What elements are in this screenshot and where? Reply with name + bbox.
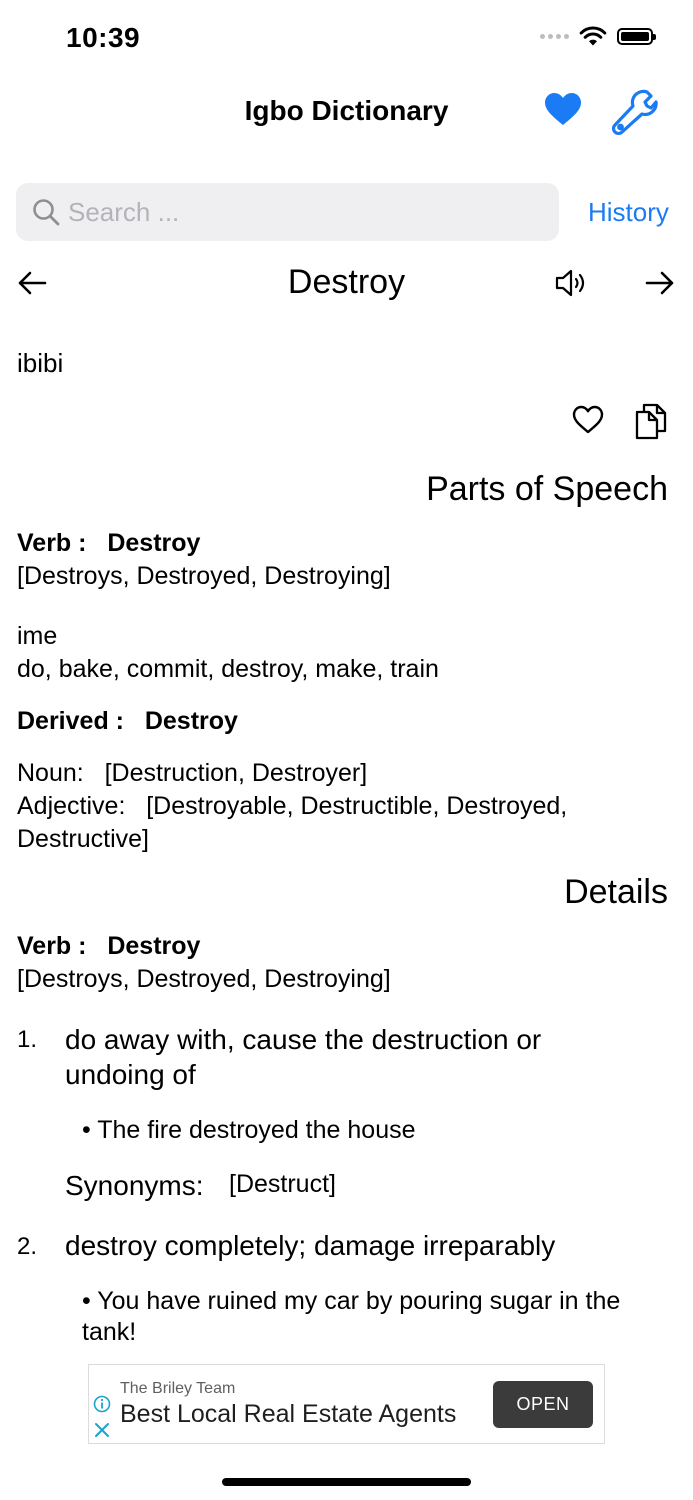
synonyms-value[interactable]: [Destruct]	[229, 1170, 336, 1198]
igbo-meanings: do, bake, commit, destroy, make, train	[17, 655, 439, 683]
pos-verb-forms: [Destroys, Destroyed, Destroying]	[17, 562, 391, 590]
details-heading: Details	[564, 873, 668, 911]
entry-word: Destroy	[287, 263, 406, 301]
info-icon[interactable]	[93, 1395, 111, 1413]
noun-line	[17, 757, 367, 790]
ad-open-button[interactable]: OPEN	[493, 1381, 593, 1428]
adjective-forms-cont: Destructive]	[17, 825, 149, 853]
history-button[interactable]: History	[588, 197, 669, 227]
app-title: Igbo Dictionary	[244, 95, 449, 126]
sense-example: • You have ruined my car by pouring sugar in the tank!	[82, 1287, 621, 1346]
arrow-right-icon[interactable]	[644, 268, 676, 298]
sense-example: • The fire destroyed the house	[82, 1116, 416, 1144]
details-verb-line	[17, 930, 200, 963]
wifi-icon	[579, 26, 607, 47]
search-bar[interactable]	[16, 183, 559, 241]
copy-icon[interactable]	[634, 402, 668, 440]
adjective-forms: [Destroyable, Destructible, Destroyed,	[146, 792, 568, 820]
translation-text: ibibi	[17, 348, 64, 378]
battery-icon	[617, 28, 653, 45]
home-indicator[interactable]	[222, 1478, 471, 1486]
status-time: 10:39	[66, 22, 141, 53]
sense-number: 1.	[17, 1026, 38, 1053]
parts-of-speech-heading: Parts of Speech	[426, 470, 668, 508]
igbo-word: ime	[17, 622, 58, 650]
heart-outline-icon[interactable]	[572, 404, 604, 436]
cellular-signal-icon	[540, 34, 569, 39]
status-icons	[540, 26, 653, 47]
details-verb-word: Destroy	[107, 932, 201, 960]
sense-definition: do away with, cause the destruction or undoing of	[65, 1024, 542, 1090]
derived-line	[17, 705, 238, 738]
heart-filled-icon[interactable]	[543, 90, 583, 130]
speaker-icon[interactable]	[554, 266, 590, 300]
adjective-line	[17, 790, 567, 823]
ad-headline[interactable]: Best Local Real Estate Agents	[120, 1400, 457, 1428]
synonyms-label: Synonyms:	[65, 1170, 204, 1201]
close-icon[interactable]	[93, 1421, 111, 1439]
sense-definition: destroy completely; damage irreparably	[65, 1230, 556, 1261]
search-icon	[32, 198, 60, 226]
noun-forms: [Destruction, Destroyer]	[104, 759, 368, 787]
ad-advertiser: The Briley Team	[120, 1380, 236, 1397]
details-verb-forms: [Destroys, Destroyed, Destroying]	[17, 965, 391, 993]
pos-verb-line	[17, 527, 200, 560]
details-verb-label: Verb :	[17, 932, 87, 960]
derived-label: Derived :	[17, 707, 124, 735]
noun-label: Noun:	[17, 759, 84, 787]
derived-word: Destroy	[144, 707, 238, 735]
pos-verb-label: Verb :	[17, 529, 87, 557]
ad-banner[interactable]	[88, 1364, 605, 1444]
pos-verb-word: Destroy	[107, 529, 201, 557]
adjective-label: Adjective:	[17, 792, 126, 820]
wrench-icon[interactable]	[611, 88, 659, 136]
search-input[interactable]	[68, 183, 538, 241]
sense-number: 2.	[17, 1233, 38, 1260]
